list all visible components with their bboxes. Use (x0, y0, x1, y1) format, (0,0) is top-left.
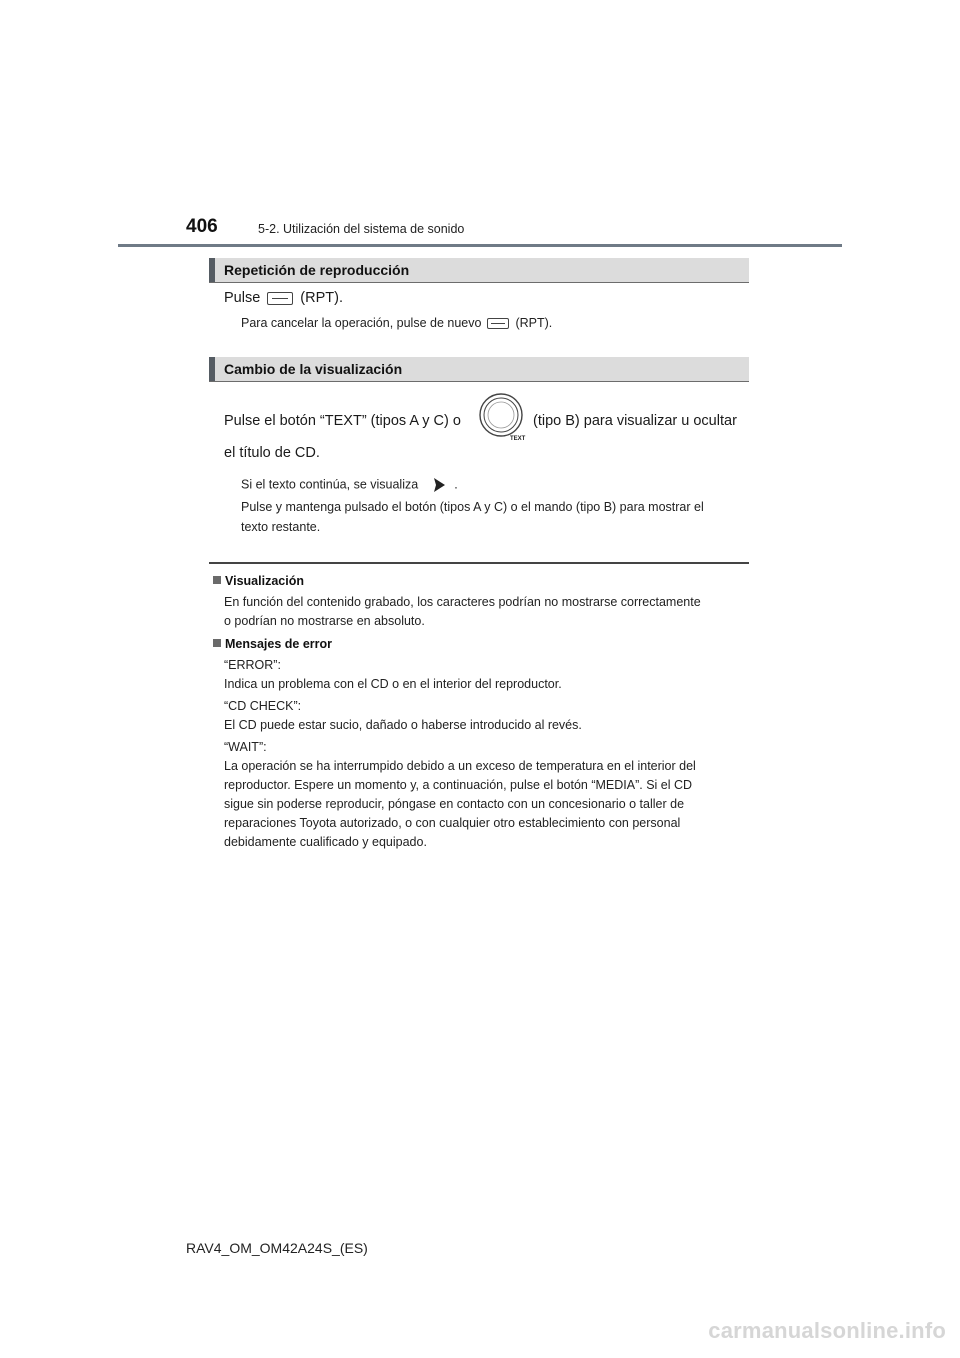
watermark: carmanualsonline.info (708, 1318, 946, 1343)
note-heading-display (213, 574, 304, 588)
wait-text-line: debidamente cualificado y equipado. (224, 835, 427, 849)
continue-arrow-icon (432, 477, 446, 493)
square-bullet-icon (213, 639, 221, 647)
display-instruction-line1-after: (tipo B) para visualizar u ocultar (533, 413, 737, 429)
wait-text-line: La operación se ha interrumpido debido a un exceso de temperatura en el interior del (224, 759, 696, 773)
section-heading-bar (209, 258, 215, 282)
repeat-note-after: (RPT). (515, 316, 553, 330)
display-instruction-line1-before: Pulse el botón “TEXT” (tipos A y C) o (224, 413, 461, 429)
wait-label: “WAIT”: (224, 740, 267, 754)
repeat-instruction-after: (RPT). (300, 290, 343, 306)
section-heading-display (209, 357, 749, 382)
display-note-2-line2: texto restante. (241, 520, 321, 534)
text-line: o podrían no mostrarse en absoluto. (224, 614, 425, 628)
wait-text-line: reparaciones Toyota autorizado, o con cualquier otro establecimiento con personal (224, 816, 681, 830)
display-instruction-line2: el título de CD. (224, 445, 320, 461)
knob-label: TEXT (510, 436, 526, 441)
chapter-title: 5-2. Utilización del sistema de sonido (258, 222, 465, 236)
rpt-button-icon (267, 292, 293, 305)
cd-check-description: El CD puede estar sucio, dañado o haberse introducido al revés. (224, 718, 582, 732)
note-display-text (224, 593, 744, 631)
display-note-1-after: . (454, 477, 458, 492)
footer-doc-id: RAV4_OM_OM42A24S_(ES) (186, 1240, 368, 1256)
error-label: “ERROR”: (224, 658, 281, 672)
error-description: Indica un problema con el CD o en el interior del reproductor. (224, 677, 562, 691)
section-heading-repeat (209, 258, 749, 283)
text-knob-icon (479, 393, 527, 441)
error-message-block (224, 656, 744, 694)
wait-text-line: reproductor. Espere un momento y, a continuación, pulse el botón “MEDIA”. Si el CD (224, 778, 693, 792)
page-number: 406 (186, 216, 218, 237)
cd-check-label: “CD CHECK”: (224, 699, 302, 713)
square-bullet-icon (213, 576, 221, 584)
header-rule (118, 244, 842, 247)
wait-message-block (224, 738, 744, 852)
cd-check-message-block (224, 697, 744, 735)
wait-text-line: sigue sin poderse reproducir, póngase en contacto con un concesionario o taller de (224, 797, 685, 811)
text-line: En función del contenido grabado, los caracteres podrían no mostrarse correctamente (224, 595, 701, 609)
repeat-note (241, 316, 552, 330)
section-heading-bar (209, 357, 215, 381)
section-divider (209, 562, 749, 564)
repeat-instruction-before: Pulse (224, 290, 261, 306)
section-title-display: Cambio de la visualización (224, 361, 403, 377)
display-note-2-line1: Pulse y mantenga pulsado el botón (tipos A y C) o el mando (tipo B) para mostrar el (241, 500, 704, 514)
repeat-instruction (224, 290, 343, 306)
note-heading-errors (213, 637, 332, 651)
note-heading-display-label: Visualización (225, 574, 304, 588)
display-note-1-before: Si el texto continúa, se visualiza (241, 477, 419, 492)
rpt-button-icon-small (487, 318, 509, 329)
note-heading-errors-label: Mensajes de error (225, 637, 332, 651)
section-title-repeat: Repetición de reproducción (224, 262, 410, 278)
repeat-note-before: Para cancelar la operación, pulse de nuevo (241, 316, 482, 330)
display-note-1 (241, 477, 458, 493)
